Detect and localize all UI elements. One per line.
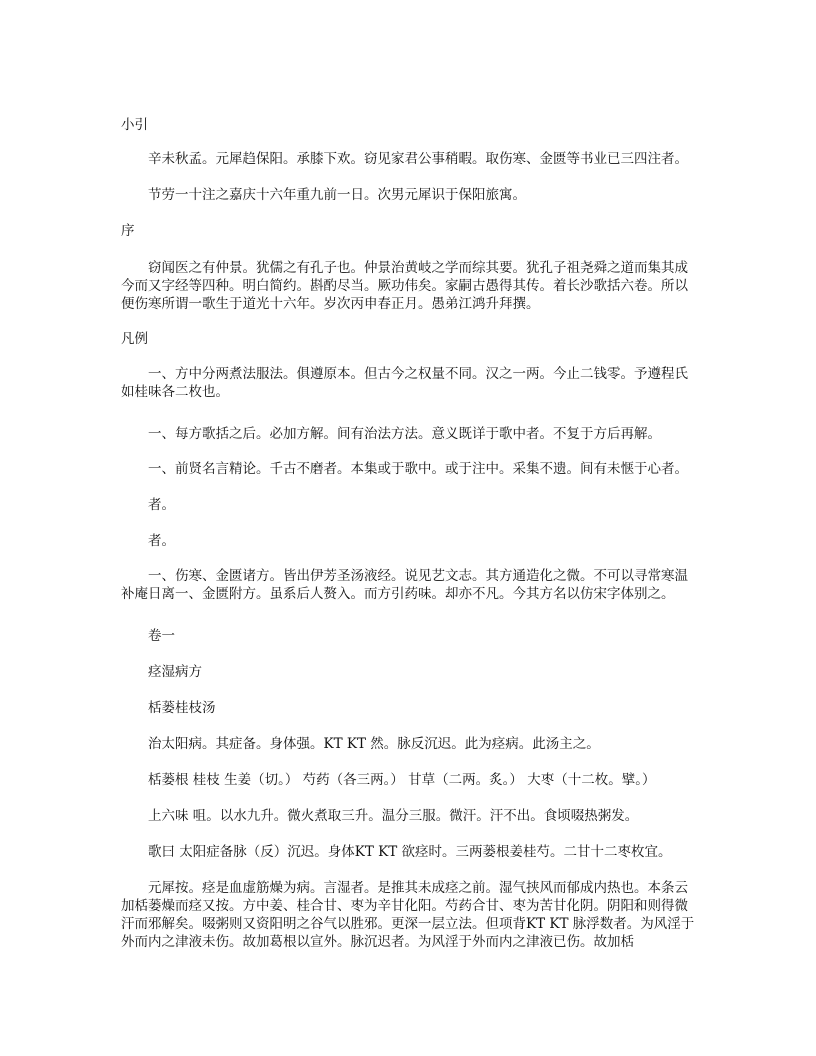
paragraph: 治太阳病。其症备。身体强。KT KT 然。脉反沉迟。此为痉病。此汤主之。	[148, 736, 600, 752]
paragraph: 一、前贤名言精论。千古不磨者。本集或于歌中。或于注中。采集不遗。间有未惬于心者。	[148, 461, 688, 477]
heading-xu: 序	[121, 223, 135, 239]
volume-title: 卷一	[148, 628, 175, 644]
paragraph: 辛未秋孟。元犀趋保阳。承膝下欢。窃见家君公事稍暇。取伤寒、金匮等书业已三四注者。	[148, 151, 688, 167]
song-verse: 歌曰 太阳症备脉（反）沉迟。身体KT KT 欲痉时。三两蒌根姜桂芍。二甘十二枣枚宜。	[148, 844, 672, 860]
formula-name: 栝蒌桂枝汤	[148, 700, 216, 716]
paragraph: 元犀按。痉是血虚筋燥为病。言湿者。是推其未成痉之前。湿气挟风而郁成内热也。本条云加栝蒌燥而痉又按。方中姜、桂合甘、枣为辛甘化阳。芍药合甘、枣为苦甘化阴。阴阳和则得微汗而邪解矣。啜粥则又资阳明之谷气以胜邪。更深一层立法。但项背KT KT 脉浮数者。为风淫于外而内之津液未伤。故加葛根以宣外。脉沉迟者。为风淫于外而内之津液已伤。故加栝	[121, 880, 695, 950]
section-title: 痉湿病方	[148, 664, 202, 680]
paragraph: 者。	[148, 533, 175, 549]
paragraph: 者。	[148, 497, 175, 513]
paragraph: 一、伤寒、金匮诸方。皆出伊芳圣汤液经。说见艺文志。其方通造化之微。不可以寻常寒温补庵日离一、金匮附方。虽系后人赘入。而方引药味。却亦不凡。今其方名以仿宋字体别之。	[121, 568, 688, 602]
heading-xiaoyin: 小引	[121, 117, 148, 133]
paragraph: 上六味 咀。以水九升。微火煮取三升。温分三服。微汗。汗不出。食顷啜热粥发。	[148, 808, 639, 824]
ingredients: 栝蒌根 桂枝 生姜（切。） 芍药（各三两。） 甘草（二两。炙。） 大枣（十二枚。擘。）	[148, 772, 656, 788]
paragraph: 窃闻医之有仲景。犹儒之有孔子也。仲景治黄岐之学而综其要。犹孔子祖尧舜之道而集其成今而又字经等四种。明白简约。斟酌尽当。厥功伟矣。家嗣古愚得其传。着长沙歌括六卷。所以便伤寒所谓一歌生于道光十六年。岁次丙申春正月。愚弟江鸿升拜撰。	[121, 260, 688, 312]
paragraph: 一、方中分两煮法服法。俱遵原本。但古今之权量不同。汉之一两。今止二钱零。予遵程氏如桂味各二枚也。	[121, 366, 688, 400]
heading-fanli: 凡例	[121, 331, 148, 347]
paragraph: 一、每方歌括之后。必加方解。间有治法方法。意义既详于歌中者。不复于方后再解。	[148, 426, 661, 442]
paragraph: 节劳一十注之嘉庆十六年重九前一日。次男元犀识于保阳旅寓。	[148, 187, 526, 203]
